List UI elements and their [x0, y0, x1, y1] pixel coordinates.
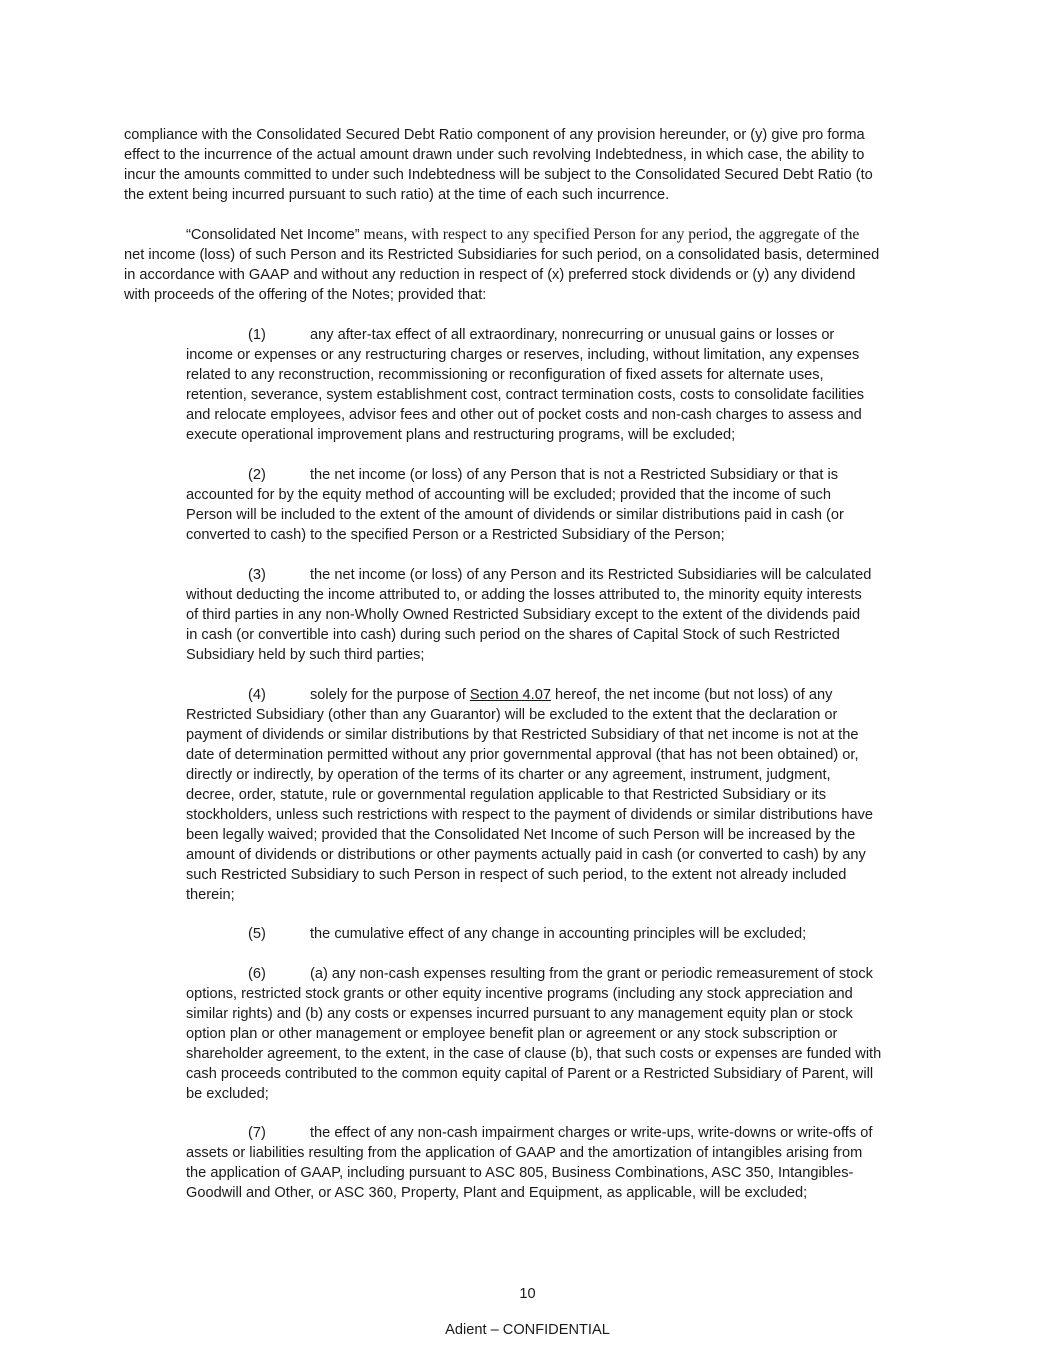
definition-body: net income (loss) of such Person and its Restricted Subsidiaries for such period, on a consolidated basis, determined in accordance with GAAP and without any reduction in respect of (x) preferred stock dividends or (y) any dividend with proceeds of the offering of the Notes; provided that:	[124, 247, 880, 303]
definition-lead: means, with respect to any specified Person for any period, the aggregate of the	[359, 226, 860, 243]
intro-paragraph: compliance with the Consolidated Secured Debt Ratio component of any provision hereunder, or (y) give pro forma effect to the incurrence of the actual amount drawn under such revolving Indebtedness, in which case, the ability to incur the amounts committed to under such Indebtedness will be subject to the Consolidated Secured Debt Ratio (to the extent being incurred pursuant to such ratio) at the time of each such incurrence.	[124, 127, 873, 203]
clause-number: (5)	[248, 926, 266, 942]
confidential-footer: Adient – CONFIDENTIAL	[445, 1322, 610, 1338]
clause-text: (a) any non-cash expenses resulting from the grant or periodic remeasurement of stock options, restricted stock grants or other equity incentive programs (including any stock appreciation and similar rights) and (b) any costs or expenses incurred pursuant to any management equity plan or stock option plan or other management or employee benefit plan or agreement or any stock subscription or shareholder agreement, to the extent, in the case of clause (b), that such costs or expenses are funded with cash proceeds contributed to the common equity capital of Parent or a Restricted Subsidiary of Parent, will be excluded;	[186, 966, 882, 1102]
clause-text: the net income (or loss) of any Person that is not a Restricted Subsidiary or that is accounted for by the equity method of accounting will be excluded; provided that the income of such Person will be included to the extent of the amount of dividends or similar distributions paid in cash (or converted to cash) to the specified Person or a Restricted Subsidiary of the Person;	[186, 467, 844, 543]
clause-2	[186, 465, 946, 545]
clause-4	[186, 685, 946, 905]
section-reference-link[interactable]: Section 4.07	[469, 687, 551, 703]
clause-number: (3)	[248, 567, 266, 583]
clause-1	[186, 325, 946, 445]
clause-6	[186, 964, 946, 1104]
clause-7	[186, 1123, 946, 1203]
clause-5	[186, 924, 946, 944]
clause-text: the effect of any non-cash impairment charges or write-ups, write-downs or write-offs of assets or liabilities resulting from the application of GAAP and the amortization of intangibles arising from the application of GAAP, including pursuant to ASC 805, Business Combinations, ASC 350, Intangibles- Goodwill and Other, or ASC 360, Property, Plant and Equipment, as applicable, will be excluded;	[186, 1125, 873, 1201]
clause-text: the net income (or loss) of any Person and its Restricted Subsidiaries will be calculated without deducting the income attributed to, or adding the losses attributed to, the minority equity interests of third parties in any non-Wholly Owned Restricted Subsidiary except to the extent of the dividends paid in cash (or convertible into cash) during such period on the shares of Capital Stock of such Restricted Subsidiary held by such third parties;	[186, 567, 872, 663]
clause-number: (4)	[248, 687, 266, 703]
clause-text: hereof, the net income (but not loss) of any Restricted Subsidiary (other than any Guarantor) will be excluded to the extent that the declaration or payment of dividends or similar distributions by that Restricted Subsidiary of that net income is not at the date of determination permitted without any prior governmental approval (that has not been obtained) or, directly or indirectly, by operation of the terms of its charter or any agreement, instrument, judgment, decree, order, statute, rule or governmental regulation applicable to that Restricted Subsidiary or its stockholders, unless such restrictions with respect to the payment of dividends or similar distributions have been legally waived; provided that the Consolidated Net Income of such Person will be increased by the amount of dividends or distributions or other payments actually paid in cash (or converted to cash) by any such Restricted Subsidiary to such Person in respect of such period, to the extent not already included therein;	[186, 687, 874, 903]
defined-term: “Consolidated Net Income”	[186, 227, 360, 243]
clause-number: (7)	[248, 1125, 266, 1141]
clause-number: (6)	[248, 966, 266, 982]
clause-number: (1)	[248, 327, 266, 343]
clause-text: any after-tax effect of all extraordinary, nonrecurring or unusual gains or losses or income or expenses or any restructuring charges or reserves, including, without limitation, any expenses related to any reconstruction, recommissioning or reconfiguration of fixed assets for alternate uses, retention, severance, system establishment cost, contract termination costs, costs to consolidate facilities and relocate employees, advisor fees and other out of pocket costs and non-cash charges to assess and execute operational improvement plans and restructuring programs, will be excluded;	[186, 327, 865, 443]
clause-3	[186, 565, 946, 665]
clause-number: (2)	[248, 467, 266, 483]
clause-text: the cumulative effect of any change in accounting principles will be excluded;	[310, 926, 807, 942]
page-number: 10	[519, 1286, 536, 1302]
clause-text-pre: solely for the purpose of	[310, 687, 470, 703]
consolidated-net-income-paragraph	[124, 225, 944, 305]
